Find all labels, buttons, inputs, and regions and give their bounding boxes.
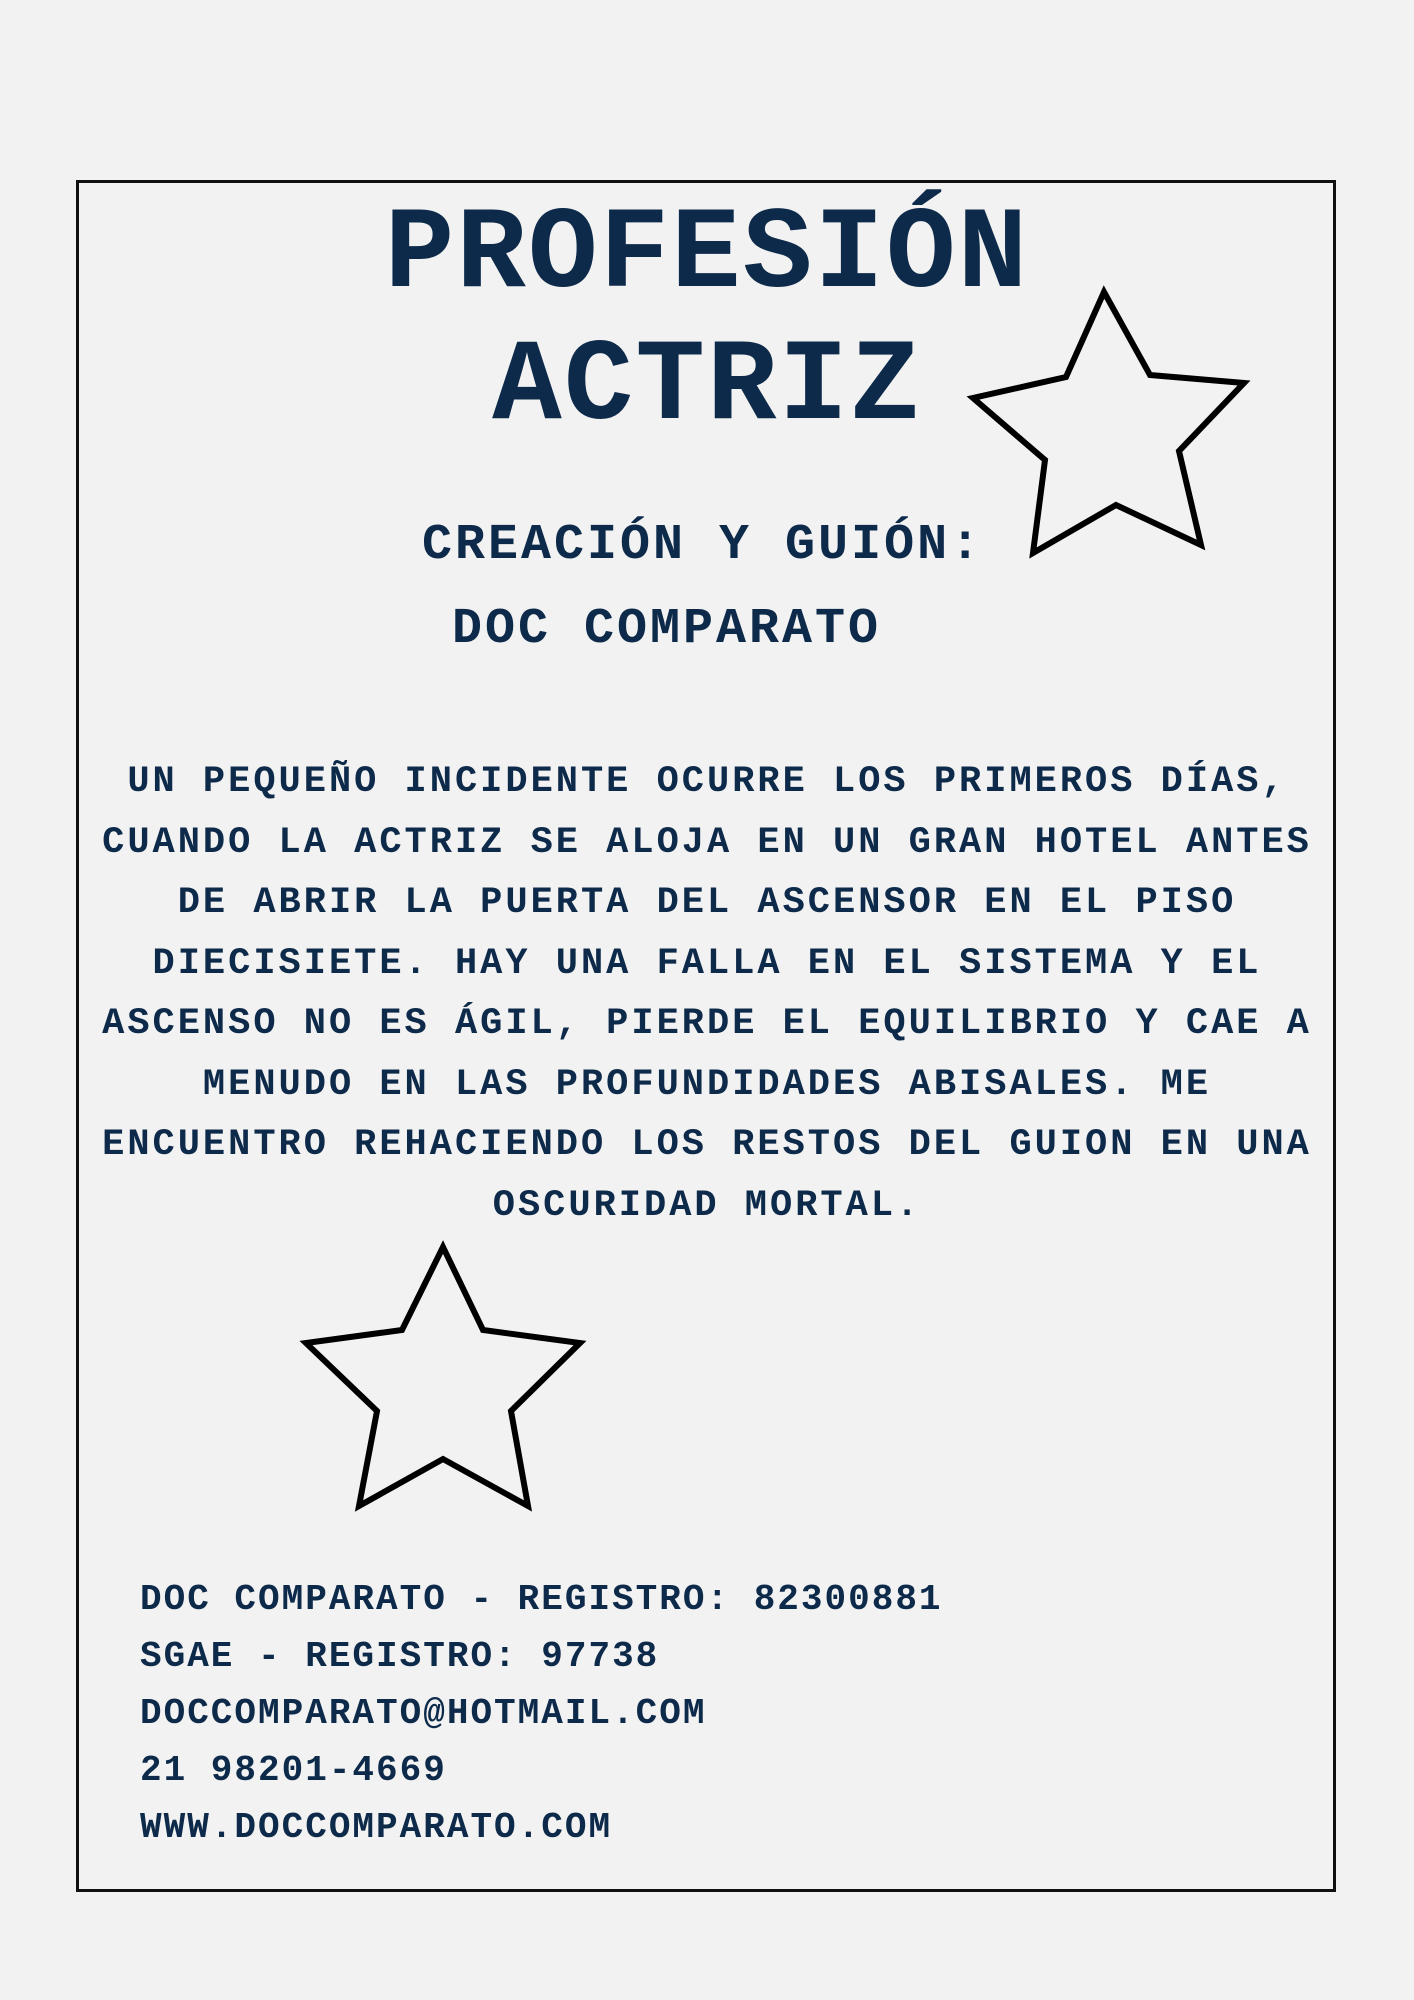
contact-website[interactable]: WWW.DOCCOMPARATO.COM: [140, 1807, 613, 1848]
contact-phone: 21 98201-4669: [140, 1750, 447, 1791]
credit-author: DOC COMPARATO: [452, 601, 882, 658]
title-line-2: ACTRIZ: [492, 321, 922, 453]
credit-label: CREACIÓN Y GUIÓN:: [422, 517, 984, 574]
title-line-1: PROFESIÓN: [384, 189, 1030, 321]
contact-email[interactable]: DOCCOMPARATO@HOTMAIL.COM: [140, 1693, 707, 1734]
contact-list: [140, 1571, 943, 1856]
contact-registration: DOC COMPARATO - REGISTRO: 82300881: [140, 1579, 943, 1620]
contact-sgae: SGAE - REGISTRO: 97738: [140, 1636, 660, 1677]
synopsis-paragraph: UN PEQUEÑO INCIDENTE OCURRE LOS PRIMEROS DÍAS, CUANDO LA ACTRIZ SE ALOJA EN UN GRAN HOTEL ANTES DE ABRIR LA PUERTA DEL ASCENSOR EN EL PISO DIECISIETE. HAY UNA FALLA EN EL SISTEMA Y EL ASCENSO NO ES ÁGIL, PIERDE EL EQUILIBRIO Y CAE A MENUDO EN LAS PROFUNDIDADES ABISALES. ME ENCUENTRO REHACIENDO LOS RESTOS DEL GUION EN UNA OSCURIDAD MORTAL.: [102, 761, 1312, 1227]
